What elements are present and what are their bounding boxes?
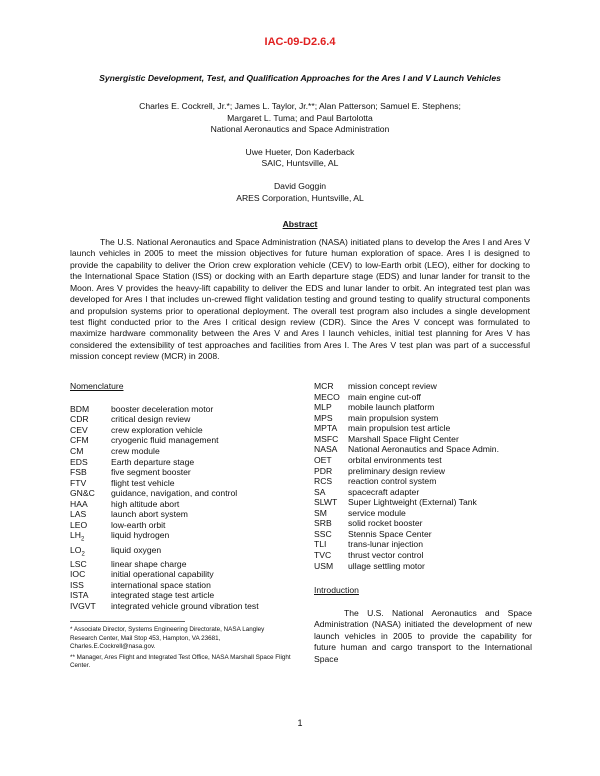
nomenclature-row bbox=[314, 518, 532, 529]
nomenclature-abbr: NASA bbox=[314, 444, 338, 455]
nomenclature-definition: launch abort system bbox=[111, 509, 188, 520]
nomenclature-abbr: MCR bbox=[314, 381, 334, 391]
nomenclature-list-right bbox=[314, 381, 532, 571]
nomenclature-definition: trans-lunar injection bbox=[348, 539, 423, 550]
nomenclature-row bbox=[314, 434, 532, 445]
author-names: Charles E. Cockrell, Jr.*; James L. Taylor, Jr.**; Alan Patterson; Samuel E. Stephens; bbox=[139, 101, 461, 111]
nomenclature-definition: flight test vehicle bbox=[111, 477, 175, 488]
nomenclature-abbr: TVC bbox=[314, 550, 332, 560]
nomenclature-definition: spacecraft adapter bbox=[348, 486, 420, 497]
nomenclature-abbr: USM bbox=[314, 560, 334, 571]
nomenclature-abbr: $LH_2$ bbox=[70, 530, 85, 544]
nomenclature-definition: five segment booster bbox=[111, 467, 191, 478]
nomenclature-abbr-subscript: 2 bbox=[81, 537, 85, 544]
nomenclature-definition: low-earth orbit bbox=[111, 519, 166, 530]
author-affiliation: SAIC, Huntsville, AL bbox=[261, 158, 339, 169]
nomenclature-row bbox=[70, 545, 292, 559]
nomenclature-abbr: MSFC bbox=[314, 433, 339, 444]
nomenclature-definition: linear shape charge bbox=[111, 558, 187, 569]
nomenclature-abbr: LEO bbox=[70, 519, 88, 530]
introduction-text: The U.S. National Aeronautics and Space Administration (NASA) initiated the development of new launch vehicles in 2005 to provide the capability for future human and cargo transport to the International Space bbox=[314, 607, 532, 664]
nomenclature-abbr: SM bbox=[314, 507, 327, 518]
author-affiliation: National Aeronautics and Space Administration bbox=[210, 124, 390, 135]
nomenclature-definition: cryogenic fluid management bbox=[111, 435, 219, 446]
nomenclature-row bbox=[314, 392, 532, 403]
nomenclature-heading: Nomenclature bbox=[70, 381, 124, 391]
nomenclature-abbr: MLP bbox=[314, 402, 332, 413]
nomenclature-abbr: SA bbox=[314, 486, 326, 497]
nomenclature-abbr: PDR bbox=[314, 465, 333, 476]
nomenclature-definition: preliminary design review bbox=[348, 465, 445, 476]
author-names: Uwe Hueter, Don Kaderback bbox=[245, 146, 355, 157]
nomenclature-abbr: SSC bbox=[314, 528, 332, 539]
nomenclature-row bbox=[70, 414, 292, 425]
nomenclature-abbr: SRB bbox=[314, 518, 332, 529]
nomenclature-abbr: ISS bbox=[70, 579, 84, 590]
nomenclature-definition: mobile launch platform bbox=[348, 402, 435, 413]
author-block bbox=[80, 101, 520, 215]
nomenclature-abbr: FTV bbox=[70, 477, 87, 488]
abstract-text: The U.S. National Aeronautics and Space Administration (NASA) initiated plans to develop the Ares I and Ares V launch vehicles in 2005 to meet the mission objectives for future human exploration of space. Ares I is designed to provide the capability to deliver the Orion crew exploration vehicle (CEV) to low-Earth orbit (LEO), either for docking to the International Space Station (ISS) or docking with an Earth departure stage (EDS) and lunar lander for transit to the Moon. Ares V provides the heavy-lift capability to deliver the EDS and lunar lander to orbit. An integrated test plan was developed for Ares I that includes un-crewed flight validation testing and ground testing to qualify structural components and propulsion systems prior to operational deployment. The overall test program also includes a single development test flight conducted prior to the Ares I critical design review (CDR). Since the Ares V concept was formulated to maximize hardware commonality between the Ares V and Ares I launch vehicles, initial test planning for Ares V has considered the extensibility of test approaches and facilities from Ares I. The Ares V test plan was part of a successful mission concept review (MCR) in 2008. bbox=[70, 237, 530, 362]
nomenclature-row bbox=[70, 457, 292, 468]
nomenclature-abbr: OET bbox=[314, 454, 332, 465]
nomenclature-abbr: ISTA bbox=[70, 590, 89, 601]
introduction-heading: Introduction bbox=[314, 585, 359, 596]
left-column bbox=[70, 381, 292, 673]
nomenclature-row bbox=[314, 529, 532, 540]
nomenclature-row bbox=[70, 520, 292, 531]
nomenclature-definition: main propulsion test article bbox=[348, 423, 451, 434]
nomenclature-abbr: CM bbox=[70, 445, 84, 456]
nomenclature-abbr: CEV bbox=[70, 424, 88, 435]
nomenclature-abbr: CDR bbox=[70, 414, 89, 425]
nomenclature-abbr: GN&C bbox=[70, 488, 95, 499]
nomenclature-abbr: SLWT bbox=[314, 497, 338, 508]
nomenclature-row bbox=[314, 550, 532, 561]
abstract-heading: Abstract bbox=[282, 219, 318, 229]
nomenclature-definition: high altitude abort bbox=[111, 498, 180, 509]
nomenclature-definition: international space station bbox=[111, 579, 211, 590]
nomenclature-list-left bbox=[70, 404, 292, 612]
nomenclature-abbr: HAA bbox=[70, 498, 88, 509]
nomenclature-definition: booster deceleration motor bbox=[111, 403, 214, 414]
nomenclature-abbr: EDS bbox=[70, 456, 88, 467]
page-number: 1 bbox=[297, 718, 303, 728]
nomenclature-abbr: IOC bbox=[70, 569, 86, 580]
nomenclature-abbr: BDM bbox=[70, 403, 90, 414]
nomenclature-row bbox=[70, 530, 292, 544]
nomenclature-abbr: CFM bbox=[70, 435, 89, 446]
nomenclature-definition: reaction control system bbox=[348, 476, 437, 487]
nomenclature-row bbox=[314, 539, 532, 550]
nomenclature-row bbox=[314, 381, 532, 392]
nomenclature-definition: crew module bbox=[111, 445, 160, 456]
nomenclature-definition: integrated stage test article bbox=[111, 590, 215, 601]
paper-title: Synergistic Development, Test, and Qualification Approaches for the Ares I and V Launch Vehicles bbox=[99, 73, 501, 83]
nomenclature-row bbox=[70, 559, 292, 570]
paper-id: IAC-09-D2.6.4 bbox=[264, 36, 336, 48]
nomenclature-definition: crew exploration vehicle bbox=[111, 424, 203, 435]
nomenclature-abbr: MECO bbox=[314, 391, 340, 402]
nomenclature-row bbox=[314, 402, 532, 413]
nomenclature-abbr: RCS bbox=[314, 476, 333, 487]
nomenclature-abbr: LSC bbox=[70, 558, 87, 569]
nomenclature-row bbox=[314, 497, 532, 508]
author-group-ares bbox=[80, 181, 520, 204]
nomenclature-definition: Earth departure stage bbox=[111, 456, 195, 467]
nomenclature-row bbox=[70, 580, 292, 591]
nomenclature-abbr-subscript: 2 bbox=[81, 551, 85, 558]
nomenclature-row bbox=[70, 569, 292, 580]
nomenclature-definition: critical design review bbox=[111, 414, 191, 425]
nomenclature-definition: service module bbox=[348, 507, 406, 518]
author-group-saic bbox=[80, 147, 520, 170]
nomenclature-row bbox=[314, 508, 532, 519]
nomenclature-row bbox=[70, 499, 292, 510]
nomenclature-abbr: TLI bbox=[314, 539, 327, 550]
nomenclature-row bbox=[70, 478, 292, 489]
nomenclature-definition: Super Lightweight (External) Tank bbox=[348, 497, 477, 508]
nomenclature-abbr: IVGVT bbox=[70, 600, 96, 611]
nomenclature-row bbox=[70, 488, 292, 499]
nomenclature-definition: main engine cut-off bbox=[348, 391, 421, 402]
nomenclature-row bbox=[70, 435, 292, 446]
nomenclature-row bbox=[70, 467, 292, 478]
nomenclature-abbr: MPTA bbox=[314, 423, 338, 434]
nomenclature-definition: liquid oxygen bbox=[111, 544, 162, 555]
nomenclature-definition: mission concept review bbox=[348, 381, 437, 391]
footnote-2: ** Manager, Ares Flight and Integrated Test Office, NASA Marshall Space Flight Center. bbox=[70, 653, 291, 670]
right-column bbox=[314, 381, 532, 665]
footnote-1: * Associate Director, Systems Engineering Directorate, NASA Langley Research Center, Mail Stop 453, Hampton, VA 23681, Charles.E.Cockrell@nasa.gov. bbox=[70, 626, 265, 651]
nomenclature-row bbox=[314, 466, 532, 477]
nomenclature-row bbox=[314, 444, 532, 455]
nomenclature-abbr: MPS bbox=[314, 412, 333, 423]
nomenclature-definition: initial operational capability bbox=[111, 569, 214, 580]
nomenclature-definition: thrust vector control bbox=[348, 550, 424, 560]
author-names: David Goggin bbox=[273, 180, 327, 191]
nomenclature-abbr: FSB bbox=[70, 467, 87, 478]
nomenclature-row bbox=[314, 487, 532, 498]
nomenclature-row bbox=[70, 509, 292, 520]
nomenclature-definition: solid rocket booster bbox=[348, 518, 423, 529]
nomenclature-definition: liquid hydrogen bbox=[111, 530, 170, 541]
nomenclature-row bbox=[314, 476, 532, 487]
nomenclature-abbr: $LO_2$ bbox=[70, 544, 85, 558]
author-affiliation: ARES Corporation, Huntsville, AL bbox=[236, 192, 364, 203]
nomenclature-row bbox=[314, 413, 532, 424]
nomenclature-row bbox=[70, 590, 292, 601]
nomenclature-abbr: LAS bbox=[70, 509, 87, 520]
nomenclature-definition: guidance, navigation, and control bbox=[111, 488, 238, 499]
author-group-nasa bbox=[80, 101, 520, 136]
nomenclature-row bbox=[70, 601, 292, 612]
nomenclature-definition: ullage settling motor bbox=[348, 560, 425, 571]
nomenclature-definition: orbital environments test bbox=[348, 454, 442, 465]
nomenclature-definition: integrated vehicle ground vibration test bbox=[111, 600, 259, 611]
nomenclature-definition: National Aeronautics and Space Admin. bbox=[348, 444, 499, 455]
nomenclature-row bbox=[70, 425, 292, 436]
nomenclature-definition: Stennis Space Center bbox=[348, 528, 432, 539]
nomenclature-row bbox=[314, 455, 532, 466]
nomenclature-row bbox=[70, 446, 292, 457]
nomenclature-row bbox=[314, 561, 532, 572]
nomenclature-row bbox=[70, 404, 292, 415]
author-names: Margaret L. Tuma; and Paul Bartolotta bbox=[227, 112, 373, 123]
nomenclature-definition: Marshall Space Flight Center bbox=[348, 433, 459, 444]
nomenclature-row bbox=[314, 423, 532, 434]
nomenclature-definition: main propulsion system bbox=[348, 412, 439, 423]
